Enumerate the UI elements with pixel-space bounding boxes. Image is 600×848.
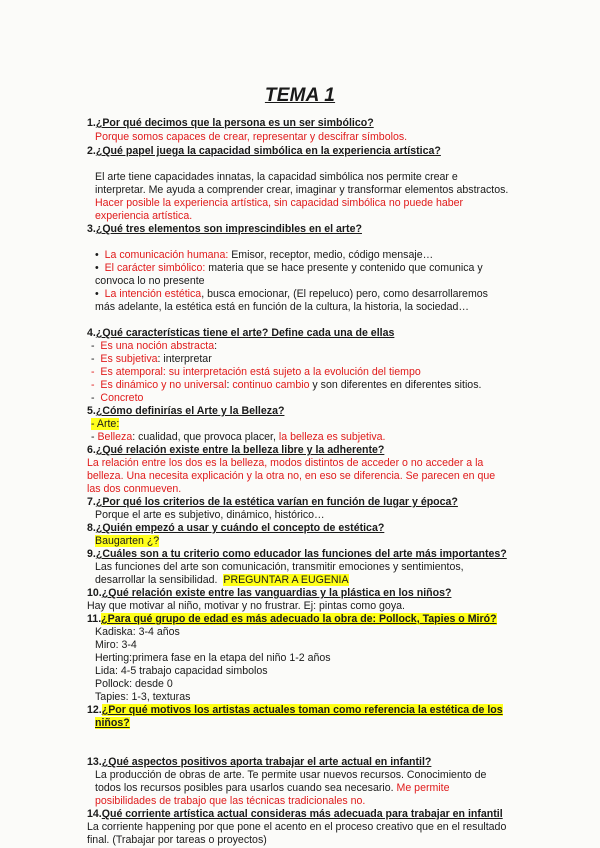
characteristic-4: - Es dinámico y no universal: continuo cambio y son diferentes en diferentes sitios. [91, 379, 482, 391]
age-list-5: Pollock: desde 0 [95, 678, 173, 690]
answer-6-line-1: La relación entre los dos es la belleza, modos distintos de acceder o no acceder a la [87, 457, 484, 469]
question-13: 13.¿Qué aspectos positivos aporta trabajar el arte actual en infantil? [87, 756, 432, 768]
question-4: 4.¿Qué características tiene el arte? Define cada una de ellas [87, 327, 395, 339]
question-1: 1.¿Por qué decimos que la persona es un ser simbólico? [87, 117, 374, 129]
question-8: 8.¿Quién empezó a usar y cuándo el concepto de estética? [87, 522, 385, 534]
question-5: 5.¿Cómo definirías el Arte y la Belleza? [87, 405, 285, 417]
question-14: 14.Qué corriente artística actual consideras más adecuada para trabajar en infantil [87, 808, 503, 820]
answer-2-line-3: Hacer posible la experiencia artística, sin capacidad simbólica no puede haber [95, 197, 464, 209]
question-12-cont: niños? [95, 717, 130, 729]
answer-2-line-2: interpretar. Me ayuda a comprender crear, imaginar y transformar elementos abstractos. [95, 184, 509, 196]
answer-1-line-1: Porque somos capaces de crear, representar y descifrar símbolos. [95, 131, 408, 143]
age-list-3: Herting:primera fase en la etapa del niño 1-2 años [95, 652, 331, 664]
answer-6-line-3: las dos conmueven. [87, 483, 182, 495]
question-9: 9.¿Cuáles son a tu criterio como educador las funciones del arte más importantes? [87, 548, 507, 560]
answer-2-line-4: experiencia artística. [95, 210, 193, 222]
answer-2-line-1: El arte tiene capacidades innatas, la capacidad simbólica nos permite crear e [95, 171, 458, 183]
answer-10-line-1: Hay que motivar al niño, motivar y no frustrar. Ej: pintas como goya. [87, 600, 405, 612]
answer-14-line-2: final. (Trabajar por tareas o proyectos) [87, 834, 267, 846]
bullet-3-cont: más adelante, la estética está en función de la cultura, la historia, la sociedad… [95, 301, 469, 313]
age-list-1: Kadiska: 3-4 años [95, 626, 180, 638]
characteristic-3: - Es atemporal: su interpretación está sujeto a la evolución del tiempo [91, 366, 421, 378]
bullet-1: • La comunicación humana: Emisor, receptor, medio, código mensaje… [95, 249, 434, 261]
question-7: 7.¿Por qué los criterios de la estética varían en función de lugar y época? [87, 496, 458, 508]
question-10: 10.¿Qué relación existe entre las vanguardias y la plástica en los niños? [87, 587, 452, 599]
answer-5-line-1: - Arte: [91, 418, 120, 430]
answer-9-line-2: desarrollar la sensibilidad. PREGUNTAR A EUGENIA [95, 574, 349, 586]
age-list-6: Tapies: 1-3, texturas [95, 691, 191, 703]
age-list-4: Lida: 4-5 trabajo capacidad simbolos [95, 665, 268, 677]
bullet-2-cont: convoca lo no presente [95, 275, 205, 287]
page-title: TEMA 1 [264, 85, 336, 106]
answer-13-line-3: posibilidades de trabajo que las técnicas tradicionales no. [95, 795, 366, 807]
question-11: 11.¿Para qué grupo de edad es más adecuado la obra de: Pollock, Tapies o Miró? [87, 613, 497, 625]
answer-7-line-1: Porque el arte es subjetivo, dinámico, histórico… [95, 509, 325, 521]
answer-5-line-2: - Belleza: cualidad, que provoca placer, la belleza es subjetiva. [91, 431, 386, 443]
bullet-3: • La intención estética, busca emocionar, (El repeluco) pero, como desarrollaremos [95, 288, 488, 300]
answer-6-line-2: belleza. Una necesita explicación y la otra no, en eso se diferencia. Se parecen en que [87, 470, 496, 482]
question-6: 6.¿Qué relación existe entre la belleza libre y la adherente? [87, 444, 385, 456]
characteristic-2: - Es subjetiva: interpretar [91, 353, 212, 365]
answer-9-line-1: Las funciones del arte son comunicación, transmitir emociones y sentimientos, [95, 561, 464, 573]
question-3: 3.¿Qué tres elementos son imprescindibles en el arte? [87, 223, 362, 235]
characteristic-1: - Es una noción abstracta: [91, 340, 218, 352]
question-2: 2.¿Qué papel juega la capacidad simbólica en la experiencia artística? [87, 145, 441, 157]
answer-14-line-1: La corriente happening por que pone el acento en el proceso creativo que en el resultado [87, 821, 507, 833]
characteristic-5: - Concreto [91, 392, 144, 404]
answer-13-line-1: La producción de obras de arte. Te permite usar nuevos recursos. Conocimiento de [95, 769, 487, 781]
question-12: 12.¿Por qué motivos los artistas actuales toman como referencia la estética de los [87, 704, 503, 716]
answer-8-line-1: Baugarten ¿? [95, 535, 160, 547]
age-list-2: Miro: 3-4 [95, 639, 137, 651]
bullet-2: • El carácter simbólico: materia que se hace presente y contenido que comunica y [95, 262, 483, 274]
answer-13-line-2: todos los recursos posibles para usarlos cuando sea necesario. Me permite [95, 782, 450, 794]
